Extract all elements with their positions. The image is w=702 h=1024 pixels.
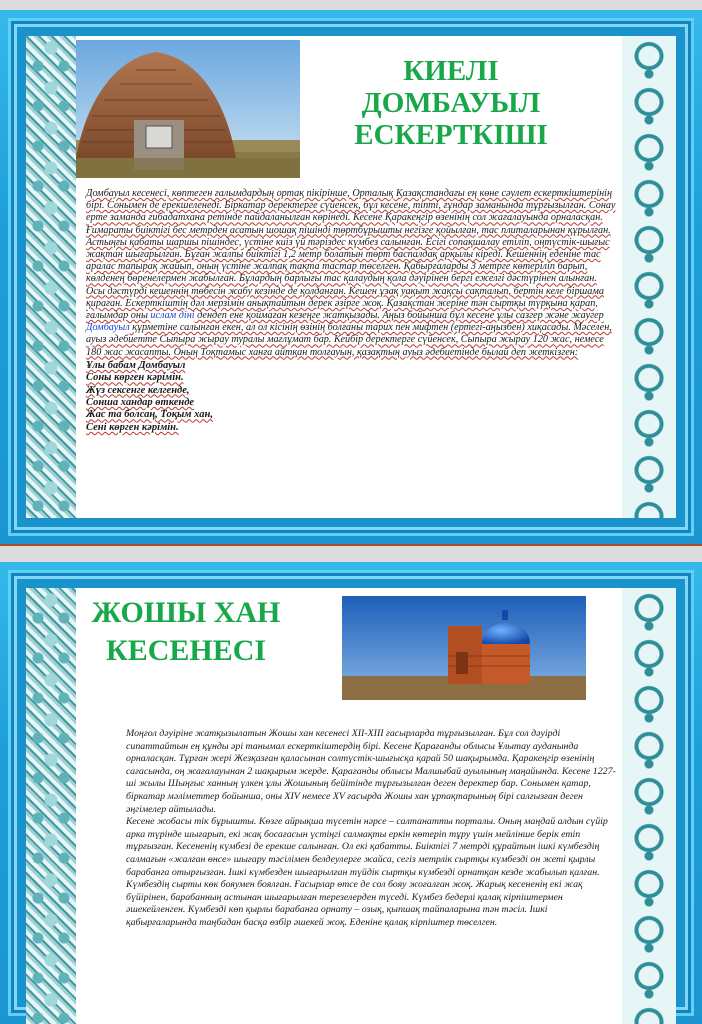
right-ornament-border	[622, 36, 676, 518]
title-line-1: КИЕЛІ ДОМБАУЫЛ	[361, 55, 541, 119]
left-ornament-border	[26, 588, 76, 1024]
article-body	[126, 728, 616, 930]
title-line-2: КЕСЕНЕСІ	[105, 633, 267, 667]
paragraph-text: Моңғол дәуіріне жатқызылатын Жошы хан кесенесі XII-XIII ғасырларда тұрғызылған. Бұл сол дәуірді сипаттайтын ең құнды әрі танымал ескерткіштердің бірі. Кесене Қарағанды облысы Ұлытау ауданында орналасқан. Тұрған жері Жезқазған қаласынан солтүстік-шығысқа қарай 50 шақырымда. Қаракеңгір өзенінің сағасында, оң жағалауынан 2 шақырым жерде. Қарағанды облысы Малшыбай ауылының маңайында. Кесене 1227-ші жылы Шыңғыс ханның үлкен ұлы Жошының бейітінде тұрғызылған деген деректер бар. Сонымен қатар, біркатар мәліметтер бойынша, оны XIV немесе XV ғасырда Жошы хан ұрпақтарының бірі салғызған деген әңгімелер айтылады.	[126, 728, 616, 815]
right-ornament-border	[622, 588, 676, 1024]
paragraph-text: құрметіне салынған екен, ал ол кісінің өзінің болғаны тарих пен мифтен (ертегі-аңызбен) хиқасады. Мәселен, ауыз әдебиетте Сыпыра жырау туралы мағлұмат бар. Кейбір деректерге сүйенсек, Сыпыра жырау 120 жас, немесе 180 жас жасапты. Оның Тоқтамыс ханға айтқан толғауын, қазақтың ауыз әдебиетінде былай деп жеткізген:	[86, 322, 612, 358]
dombauyl-link[interactable]: Домбауыл	[86, 322, 130, 334]
joshy-khan-photo	[342, 596, 586, 700]
paragraph-text: Кесене жобасы тік бұрышты. Көзге айрықша түсетін нәрсе – салтанатты порталы. Оның маңдай алдын сүйір арка түрінде шығарып, екі жақ босағасын үстіңгі салмақты еркін көтеріп тұру үшін мейлінше берік етіп тұрғызған. Кесененің күмбезі де ерекше салынған. Ол екі қабатты. Биіктігі 7 метрді құрайтын ішкі күмбездің салмағын «жалған өнсе» шығару тәсілімен белдеулерге жайса, сегіз метрлік сыртқы күмбезді он жеті қырлы барабанға отырғызған. Ішкі күмбезден шығарылған түйдік сыртқы күмбезді орнатқан кезде жабылып қалған. Күмбездің сырты көк бояумен боялған. Ғасырлар өтсе де сол бояу жоғалған жоқ. Жарық кесененің екі жақ бүйірінен, барабанның астынан шығарылған терезелерден түседі. Күмбез бедерлі қалақ кірпіштермен әшекейленген. Күмбезді көп қырлы барабанға орнату – озық, қыпшақ тайпаларына тән тәсіл. Ішкі қабырғаларында таңбадан басқа өзбір әшекей жоқ. Еденіне қалақ кірпіштер төселген.	[126, 816, 608, 928]
poem-line: Жас та болсаң, Тоқым хан,	[86, 409, 213, 421]
joshy-khan-illustration	[342, 596, 586, 700]
poem-line: Ұлы бабам Домбауыл	[86, 359, 186, 371]
paragraph-text: Домбауыл кесенесі, көптеген ғалымдардың ортақ пікірінше, Орталық Қазақстандағы ең көне сәулет ескерткіштерінің бірі. Сонымен де ерекшеленеді. Біркатар деректерге сүйенсек, бұл кесене, тіпті, ғұндар заманында тұрғызылған. Сонау ерте заманда ғибадатхана ретінде пайдаланылған көрінеді. Кесене Қаракеңгір өзенінің сол жағалауында орналасқан. Ғимараты биіктігі бес метрден асатын шошақ пішінді төртбұрышты негізге қойылған, тас плиталарынан құрылған. Астыңғы қабаты шаршы пішіндес, үстіне киіз үй тәріздес күмбез салынған. Есігі сопақшалау етіліп, оңтүстік-шығыс жақтан шығарылған. Бұған жалпы биіктігі 1,2 метр болатын төрт баспалдақ арқылы кіреді. Кешеннің еденіне тас аралас тапырақ жайып, оның үстіне жалпақ тақта тастар төселген. Қабырғаларды 3 метрге көтеріліп барып, көлденең бөренелермен жабылған. Бұлардың барлығы тас қалаудың қола дәуірінен бергі ежелгі дәстүрінен алынған. Осы дәстүрді кешеннің төбесін жабу кезінде де қолданған. Кешен ұзақ уақыт жақсы сақталып, бертін келе біршама қираған. Ескерткіштің дәл мерзімін анықтайтын дерек әзірге жоқ. Қазақстан жеріне тән сыртқы түрқына қарап, ғалымдар оны	[86, 188, 616, 322]
left-ornament-border	[26, 36, 76, 518]
page-title	[76, 594, 296, 669]
slide-joshy-khan	[0, 562, 702, 1024]
paragraph-text: дендеп ене қоймаған кезеңге жатқызады. Аңыз бойынша бұл кесене ұлы сазгер және жаугер	[194, 310, 604, 322]
slide-page	[26, 588, 676, 1024]
page-title	[316, 56, 586, 152]
islam-link[interactable]: ислам діні	[150, 310, 195, 322]
title-line-2: ЕСКЕРТКІШІ	[354, 118, 548, 151]
dombauyl-illustration	[76, 40, 300, 178]
poem-line: Сені көрген кәрімін.	[86, 421, 179, 433]
dombauyl-photo	[76, 40, 300, 178]
poem-line: Соны көрген кәрімін.	[86, 372, 184, 384]
slide-page	[26, 36, 676, 518]
poem-line: Сонша хандар өткенде	[86, 397, 195, 409]
poem-line: Жүз сексенге келгенде,	[86, 384, 190, 396]
article-body	[86, 188, 616, 434]
slide-dombauyl	[0, 10, 702, 546]
title-line-1: ЖОШЫ ХАН	[91, 596, 281, 629]
poem	[86, 360, 616, 434]
